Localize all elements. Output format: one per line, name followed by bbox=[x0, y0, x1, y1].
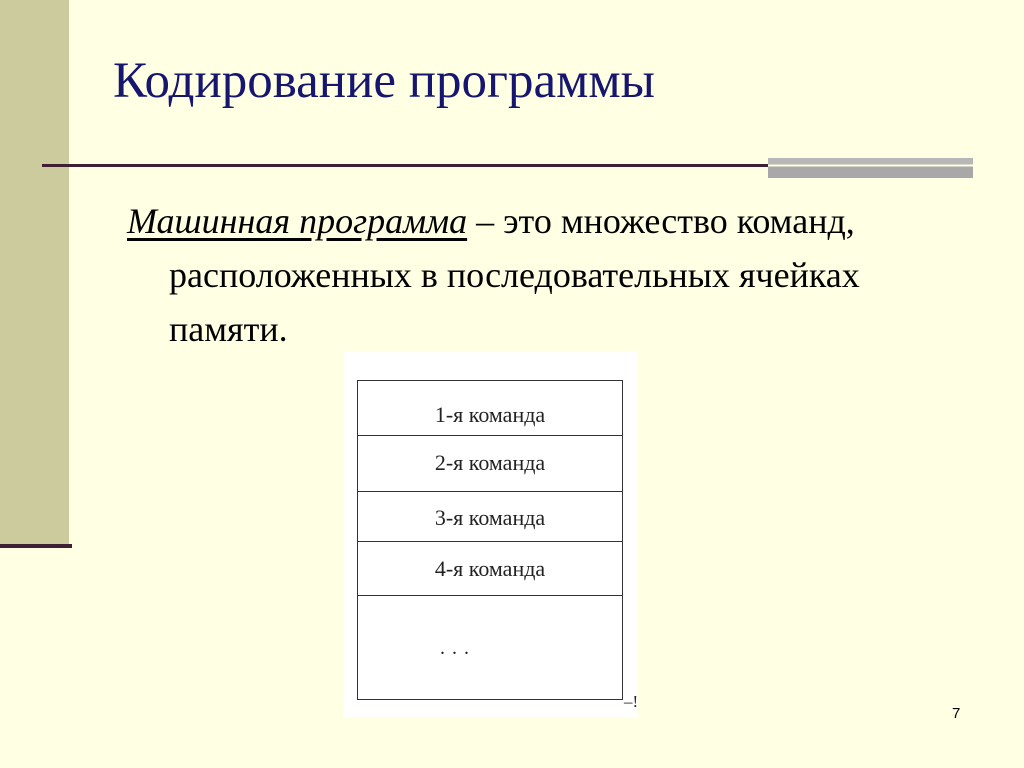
more-cells-ellipsis: ... bbox=[440, 637, 476, 659]
defined-term: Машинная программа bbox=[127, 201, 468, 241]
memory-cell-4: 4-я команда bbox=[434, 556, 546, 581]
cell-divider bbox=[358, 435, 622, 436]
memory-block bbox=[357, 380, 623, 700]
page-number: 7 bbox=[952, 705, 961, 722]
corner-mark: –! bbox=[624, 692, 639, 711]
title-accent-bar bbox=[768, 158, 973, 178]
cell-divider bbox=[358, 541, 622, 542]
memory-cell-3: 3-я команда bbox=[434, 505, 546, 530]
definition-paragraph bbox=[127, 194, 929, 356]
memory-cell-2: 2-я команда bbox=[434, 450, 546, 475]
cell-divider bbox=[358, 595, 622, 596]
slide-title: Кодирование программы bbox=[113, 53, 655, 109]
memory-cell-1: 1-я команда bbox=[434, 402, 546, 427]
memory-diagram bbox=[343, 352, 637, 717]
cell-divider bbox=[358, 491, 622, 492]
left-decor-band bbox=[0, 0, 69, 547]
definition-text: – это множество команд, расположенных в последовательных ячейках памяти. bbox=[169, 201, 860, 349]
left-decor-underline bbox=[0, 544, 72, 548]
